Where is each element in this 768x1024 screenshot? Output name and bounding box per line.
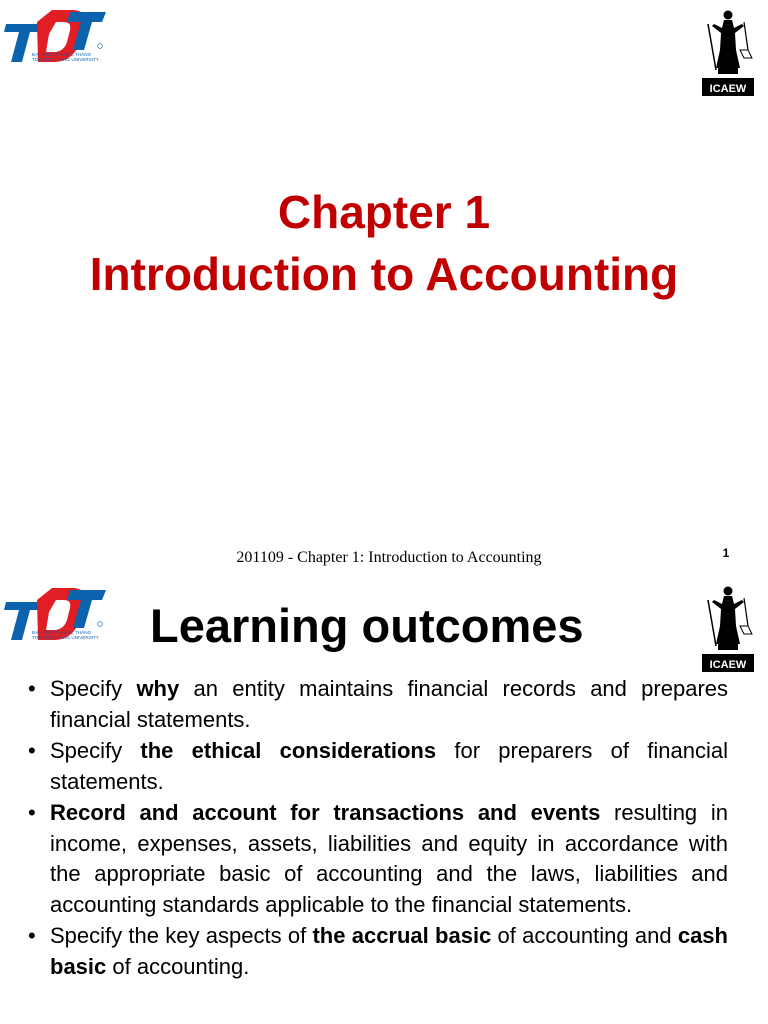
icaew-logo bbox=[700, 582, 756, 674]
learning-outcomes-list bbox=[28, 674, 728, 983]
chapter-name-title: Introduction to Accounting bbox=[89, 248, 679, 300]
tdt-logo-name-en: TON DUC THANG UNIVERSITY bbox=[32, 57, 99, 62]
slide-footer: 201109 - Chapter 1: Introduction to Accounting bbox=[236, 549, 542, 566]
tdt-university-logo bbox=[4, 582, 108, 644]
learning-outcome-item bbox=[28, 921, 728, 982]
icaew-logo-label: ICAEW bbox=[709, 83, 747, 95]
emphasis-text: why bbox=[136, 676, 180, 701]
emphasis-text: Record and account for transactions and events bbox=[50, 800, 601, 825]
bullet-icon: • bbox=[28, 738, 36, 763]
slide-2 bbox=[0, 576, 768, 1024]
tdt-logo-name-vn: ĐẠI HỌC TÔN ĐỨC THẮNG bbox=[32, 630, 92, 635]
page-number: 1 bbox=[722, 546, 730, 560]
outcome-text: of accounting and bbox=[491, 923, 678, 948]
outcome-text: Specify the key aspects of bbox=[50, 923, 313, 948]
icaew-logo bbox=[700, 6, 756, 98]
outcome-text: an entity maintains financial records and prepares financial statements. bbox=[50, 676, 729, 732]
emphasis-text: the ethical considerations bbox=[140, 738, 437, 763]
learning-outcomes-title: Learning outcomes bbox=[150, 599, 584, 652]
bullet-icon: • bbox=[28, 923, 36, 948]
outcome-text: for preparers of financial statements. bbox=[50, 738, 728, 794]
outcome-text: resulting in income, expenses, assets, liabilities and equity in accordance with the appropriate basic of accounting and the laws, liabilities and accounting standards applicable to the financial statements. bbox=[50, 800, 728, 917]
emphasis-text: the accrual basic bbox=[312, 923, 492, 948]
bullet-icon: • bbox=[28, 800, 36, 825]
outcome-text: Specify bbox=[50, 676, 137, 701]
tdt-university-logo bbox=[4, 4, 108, 66]
chapter-number-title: Chapter 1 bbox=[277, 186, 491, 238]
learning-outcome-item bbox=[28, 674, 728, 735]
tdt-logo-name-en: TON DUC THANG UNIVERSITY bbox=[32, 635, 99, 640]
outcome-text: of accounting. bbox=[106, 953, 250, 979]
learning-outcome-item bbox=[28, 798, 728, 920]
icaew-logo-label: ICAEW bbox=[709, 659, 747, 671]
outcome-text: Specify bbox=[50, 738, 141, 763]
bullet-icon: • bbox=[28, 676, 36, 701]
tdt-logo-name-vn: ĐẠI HỌC TÔN ĐỨC THẮNG bbox=[32, 52, 92, 57]
learning-outcome-item bbox=[28, 736, 728, 797]
emphasis-text: cash basic bbox=[50, 923, 728, 979]
